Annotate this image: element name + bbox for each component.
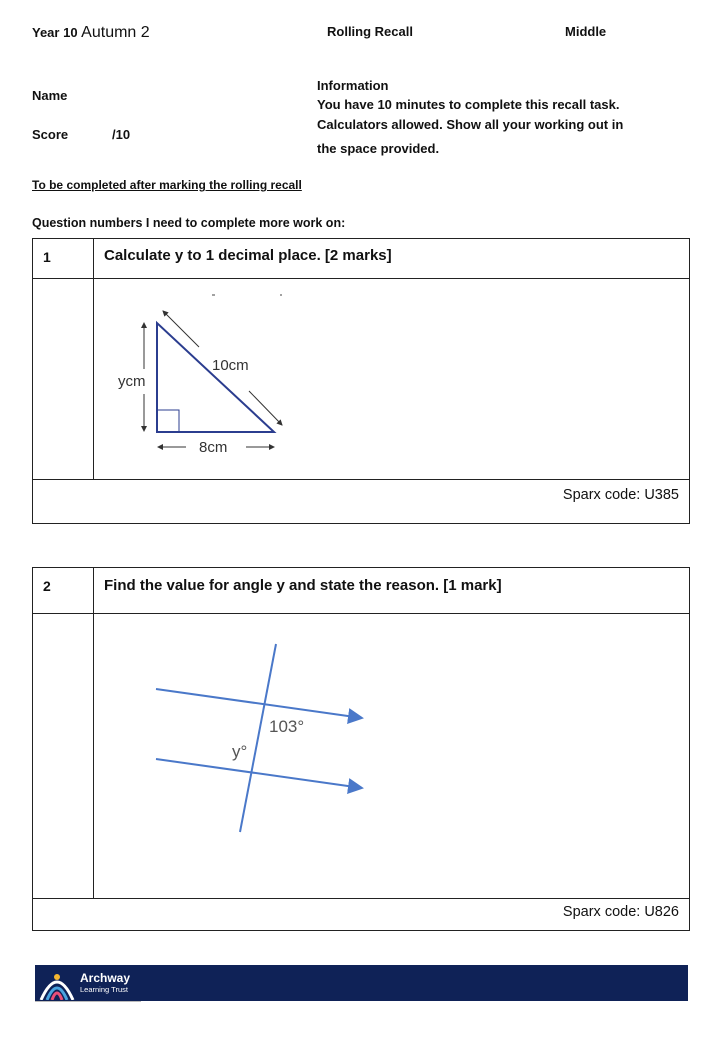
score-out-of: /10	[112, 127, 131, 142]
right-angle-marker	[157, 410, 179, 432]
name-label: Name	[32, 88, 68, 103]
parallel-lines-diagram	[94, 614, 394, 899]
question-number-blank	[33, 614, 94, 899]
sparx-code: Sparx code: U385	[33, 480, 690, 524]
hypotenuse-label: 10cm	[212, 357, 249, 374]
question-number-blank	[33, 279, 94, 480]
info-line-2: Calculators allowed. Show all your working out in	[317, 117, 624, 132]
question-1-diagram-cell	[94, 279, 690, 480]
header-year-term	[32, 24, 150, 42]
question-text: Find the value for angle y and state the reason. [1 mark]	[94, 568, 690, 614]
footer-logo-text	[80, 973, 130, 995]
question-number: 1	[33, 239, 94, 279]
question-2-diagram-cell	[94, 614, 690, 899]
year-label: Year 10	[32, 25, 78, 40]
task-title: Rolling Recall	[327, 24, 413, 39]
question-1-table	[32, 238, 690, 524]
unknown-angle-label: y°	[232, 742, 248, 761]
sparx-code: Sparx code: U826	[33, 899, 690, 931]
after-marking-note: To be completed after marking the rolling recall	[32, 178, 302, 192]
archway-logo-icon	[38, 968, 76, 1000]
footer-banner	[35, 965, 688, 1001]
info-title: Information	[317, 78, 389, 93]
question-2-table	[32, 567, 690, 931]
given-angle-label: 103°	[269, 717, 305, 736]
term-label: Autumn 2	[81, 24, 150, 41]
more-work-label: Question numbers I need to complete more work on:	[32, 216, 346, 230]
question-number: 2	[33, 568, 94, 614]
base-label: 8cm	[199, 439, 228, 456]
logo-subtitle: Learning Trust	[80, 985, 128, 994]
score-label: Score	[32, 127, 69, 142]
parallel-line-upper	[156, 689, 362, 718]
right-triangle-diagram	[94, 279, 324, 480]
info-line-1: You have 10 minutes to complete this recall task.	[317, 97, 620, 112]
info-line-3: the space provided.	[317, 141, 440, 156]
parallel-line-lower	[156, 759, 362, 788]
side-label: ycm	[118, 373, 146, 390]
footer-underline	[35, 1001, 141, 1002]
transversal-line	[240, 644, 276, 832]
triangle-shape	[157, 323, 274, 432]
level-label: Middle	[565, 24, 607, 39]
logo-name: Archway	[80, 971, 131, 985]
question-text: Calculate y to 1 decimal place. [2 marks]	[94, 239, 690, 279]
